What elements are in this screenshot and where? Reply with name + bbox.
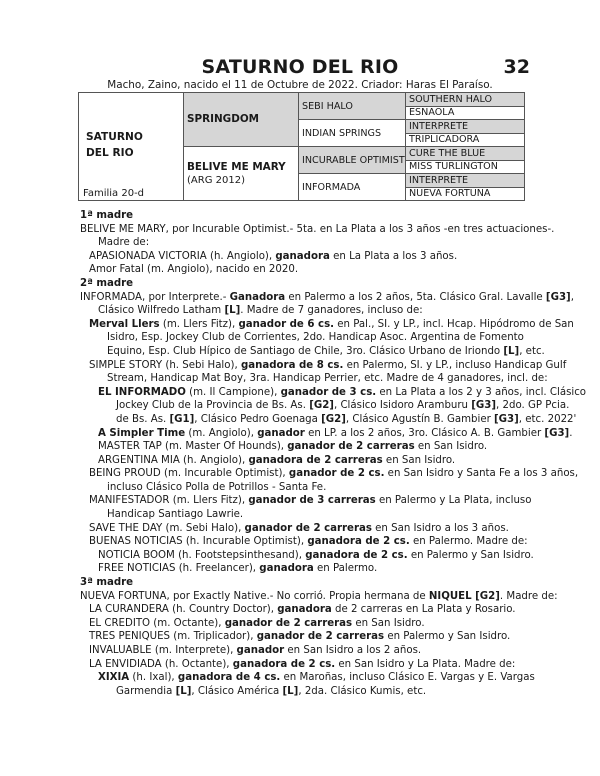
bold-run: Merval Llers <box>89 318 160 330</box>
text-run: en Palermo y La Plata, incluso <box>375 495 532 507</box>
text-run: APASIONADA VICTORIA (h. Angiolo), <box>89 250 276 262</box>
text-run: NUEVA FORTUNA, por Exactly Native.- No corrió. Propia hermana de <box>80 590 429 602</box>
bold-run: 3ª madre <box>80 577 134 589</box>
bold-run: ganadora de 4 cs. <box>177 672 281 684</box>
text-run: LA ENVIDIADA (h. Octante), <box>89 658 233 670</box>
text-run: en La Plata a los 3 años. <box>329 250 458 262</box>
text-line <box>80 481 535 495</box>
bold-run: A Simpler Time <box>98 427 186 439</box>
text-run: INVALUABLE (m. Interprete), <box>89 645 237 656</box>
bold-run: NIQUEL [G2] <box>428 590 500 602</box>
text-run: en Palermo y San Isidro. <box>384 631 511 643</box>
text-run: (m. Llers Fitz), <box>159 318 239 330</box>
bold-run: [L] <box>282 685 299 697</box>
text-run: LA CURANDERA (h. Country Doctor), <box>89 604 278 616</box>
pedigree-sire-dam: INDIAN SPRINGS <box>299 120 406 147</box>
text-run: de Bs. As. <box>116 413 170 425</box>
text-line <box>80 250 535 264</box>
bold-run: [G2] <box>309 400 334 412</box>
section-heading <box>80 576 535 590</box>
bold-run: ganadora <box>259 563 314 575</box>
text-run: BUENAS NOTICIAS (h. Incurable Optimist), <box>89 536 308 548</box>
bold-run: ganador de 6 cs. <box>238 318 334 330</box>
text-line <box>80 223 555 237</box>
text-run: Stream, Handicap Mat Boy, 3ra. Handicap Perrier, etc. Madre de 4 ganadores, incl. de: <box>107 373 548 385</box>
text-line <box>80 318 574 332</box>
text-run: . Madre de 7 ganadores, incluso de: <box>240 305 423 317</box>
text-run: EL CREDITO (m. Octante), <box>89 617 225 629</box>
bold-run: [G1] <box>169 413 195 425</box>
text-run: ARGENTINA MIA (h. Angiolo), <box>98 454 249 466</box>
horse-name-line1: SATURNO <box>86 131 143 143</box>
text-line <box>80 522 535 536</box>
pedigree-gen4: SOUTHERN HALO <box>406 93 525 107</box>
bold-run: ganador de 2 carreras <box>287 441 415 453</box>
text-run: TRES PENIQUES (m. Triplicador), <box>89 631 257 643</box>
page-number: 32 <box>503 56 530 78</box>
bold-run: ganador <box>257 427 305 439</box>
text-run: MANIFESTADOR (m. Llers Fitz), <box>89 495 249 507</box>
text-line <box>80 494 535 508</box>
text-run: (m. Il Campione), <box>185 386 281 398</box>
text-run: , etc. 2022' <box>518 413 577 425</box>
text-line <box>80 413 577 427</box>
text-run: Isidro, Esp. Jockey Club de Corrientes, 2do. Handicap Asoc. Argentina de Fomento <box>107 332 524 344</box>
text-run: Garmendia <box>116 685 176 697</box>
pedigree-gen4: INTERPRETE <box>406 174 525 188</box>
text-line <box>80 549 535 563</box>
text-run: Handicap Santiago Lawrie. <box>107 509 244 521</box>
pedigree-gen4: CURE THE BLUE <box>406 147 525 161</box>
bold-run: [L] <box>175 685 192 697</box>
text-line <box>80 291 574 305</box>
bold-run: [L] <box>224 305 241 317</box>
text-run: BELIVE ME MARY, por Incurable Optimist.- 5ta. en La Plata a los 3 años -en tres actuaciones-. <box>80 223 555 235</box>
text-run: Jockey Club de la Provincia de Bs. As. <box>116 400 310 412</box>
bold-run: ganadora de 2 carreras <box>248 454 383 466</box>
text-run: . Madre de: <box>499 590 558 602</box>
text-run: FREE NOTICIAS (h. Freelancer), <box>98 563 260 575</box>
text-run: en Palermo a los 2 años, 5ta. Clásico Gral. Lavalle <box>285 291 546 303</box>
text-line <box>80 590 558 604</box>
pedigree-gen4: MISS TURLINGTON <box>406 160 525 174</box>
horse-name-line2: DEL RIO <box>86 147 134 159</box>
text-run: incluso Clásico Polla de Potrillos - Santa Fe. <box>107 481 327 493</box>
pedigree-family: Familia 20-d <box>83 188 145 199</box>
text-line <box>80 454 535 468</box>
bold-run: ganadora de 2 cs. <box>307 536 410 548</box>
text-line <box>80 331 535 345</box>
text-run: en San Isidro. <box>414 441 488 453</box>
text-run: Equino, Esp. Club Hípico de Santiago de Chile, 3ro. Clásico Urbano de Iriondo <box>107 345 504 357</box>
pedigree-sire <box>184 93 299 147</box>
horse-subtitle: Macho, Zaino, nacido el 11 de Octubre de 2022. Criador: Haras El Paraíso. <box>107 79 493 91</box>
text-line <box>80 535 535 549</box>
bold-run: [G3] <box>544 427 570 439</box>
text-run: en San Isidro y La Plata. Madre de: <box>335 658 516 670</box>
section-heading <box>80 209 535 223</box>
text-run: Clásico Wilfredo Latham <box>98 305 225 317</box>
bold-run: ganadora <box>277 604 332 616</box>
text-run: en La Plata a los 2 y 3 años, incl. Clásico <box>376 386 587 398</box>
sire-name: SPRINGDOM <box>187 113 259 125</box>
pedigree-dam-sire: INCURABLE OPTIMIST <box>299 147 406 174</box>
bold-run: Ganadora <box>229 291 286 303</box>
text-run: , Clásico América <box>191 685 283 697</box>
text-run: , 2do. GP Pcia. <box>496 400 570 412</box>
text-run: en San Isidro a los 3 años. <box>371 522 509 534</box>
text-run: , Clásico Agustín B. Gambier <box>345 413 495 425</box>
text-line <box>80 467 579 481</box>
bold-run: ganadora de 2 cs. <box>232 658 336 670</box>
bold-run: XIXIA <box>98 672 130 684</box>
bold-run: [G3] <box>471 400 497 412</box>
bold-run: ganador de 2 cs. <box>288 468 385 480</box>
text-run: BEING PROUD (m. Incurable Optimist), <box>89 468 289 480</box>
bold-run: ganadora de 2 cs. <box>305 549 408 561</box>
text-run: en Palermo y San Isidro. <box>407 549 534 561</box>
text-run: en Pal., SI. y LP., incl. Hcap. Hipódromo de San <box>334 318 574 330</box>
text-run: en San Isidro. <box>382 454 456 466</box>
text-line <box>80 440 535 454</box>
text-run: , etc. <box>519 345 545 357</box>
text-run: , 2da. Clásico Kumis, etc. <box>298 685 427 697</box>
text-run: en San Isidro y Santa Fe a los 3 años, <box>384 468 579 480</box>
text-run: SAVE THE DAY (m. Sebi Halo), <box>89 522 245 534</box>
text-line <box>80 508 535 522</box>
text-line <box>80 427 573 441</box>
dam-name: BELIVE ME MARY <box>187 160 286 173</box>
pedigree-sire-sire: SEBI HALO <box>299 93 406 120</box>
text-run: en Palermo, SI. y LP., incluso Handicap Gulf <box>343 359 567 371</box>
bold-run: ganadora de 8 cs. <box>240 359 344 371</box>
text-line <box>80 644 535 658</box>
bold-run: [G2] <box>321 413 346 425</box>
pedigree-gen4: TRIPLICADORA <box>406 133 525 147</box>
page-title: SATURNO DEL RIO <box>201 56 399 78</box>
pedigree-gen4: NUEVA FORTUNA <box>406 187 525 201</box>
text-line <box>80 685 535 699</box>
text-line <box>80 562 535 576</box>
text-run: en Palermo. Madre de: <box>409 536 528 548</box>
pedigree-table <box>78 92 525 201</box>
text-run: , Clásico Pedro Goenaga <box>194 413 322 425</box>
bold-run: ganador <box>236 645 285 656</box>
bold-run: 2ª madre <box>80 277 134 289</box>
text-line <box>80 386 587 400</box>
pedigree-horse-name <box>86 129 143 161</box>
bold-run: ganador de 2 carreras <box>224 617 353 629</box>
section-heading <box>80 277 535 291</box>
pedigree-gen4: ESNAOLA <box>406 106 525 120</box>
text-line <box>80 617 535 631</box>
bold-run: ganador de 2 carreras <box>256 631 385 643</box>
bold-run: ganador de 2 carreras <box>244 522 372 534</box>
dam-note: (ARG 2012) <box>187 174 245 186</box>
text-line <box>80 345 545 359</box>
text-line <box>80 359 567 373</box>
bold-run: [L] <box>503 345 520 357</box>
text-run: en San Isidro. <box>352 617 425 629</box>
text-line <box>80 603 535 617</box>
text-run: INFORMADA, por Interprete.- <box>80 291 230 303</box>
text-run: SIMPLE STORY (h. Sebi Halo), <box>89 359 241 371</box>
bold-run: ganador de 3 carreras <box>248 495 376 507</box>
text-run: Madre de: <box>98 237 150 249</box>
text-run: MASTER TAP (m. Master Of Hounds), <box>98 441 288 453</box>
text-run: NOTICIA BOOM (h. Footstepsinthesand), <box>98 549 306 561</box>
bold-run: [G3] <box>545 291 571 303</box>
bold-run: ganadora <box>275 250 330 262</box>
bold-run: [G3] <box>494 413 519 425</box>
text-run: Amor Fatal (m. Angiolo), nacido en 2020. <box>89 264 299 276</box>
pedigree-dam <box>184 147 299 201</box>
text-run: (h. Ixal), <box>129 672 178 684</box>
text-line <box>80 630 535 644</box>
pedigree-dam-dam: INFORMADA <box>299 174 406 201</box>
text-line <box>80 304 535 318</box>
text-run: (m. Angiolo), <box>185 427 258 439</box>
text-run: . <box>569 427 573 439</box>
bold-run: 1ª madre <box>80 210 134 221</box>
bold-run: ganador de 3 cs. <box>280 386 377 398</box>
text-line <box>80 671 535 685</box>
text-line <box>80 263 535 277</box>
family-notes <box>80 209 587 698</box>
pedigree-gen4: INTERPRETE <box>406 120 525 134</box>
text-line <box>80 236 535 250</box>
text-line <box>80 399 570 413</box>
text-run: en San Isidro a los 2 años. <box>284 645 422 656</box>
pedigree-horse-cell <box>79 93 184 201</box>
text-line <box>80 658 535 672</box>
text-run: en LP. a los 2 años, 3ro. Clásico A. B. Gambier <box>304 427 545 439</box>
text-run: , Clásico Isidoro Aramburu <box>333 400 472 412</box>
text-run: en Maroñas, incluso Clásico E. Vargas y E. Vargas <box>280 672 535 684</box>
text-run: de 2 carreras en La Plata y Rosario. <box>331 604 516 616</box>
text-line <box>80 372 548 386</box>
text-run: , <box>570 291 574 303</box>
bold-run: EL INFORMADO <box>98 386 186 398</box>
text-run: en Palermo. <box>313 563 378 575</box>
